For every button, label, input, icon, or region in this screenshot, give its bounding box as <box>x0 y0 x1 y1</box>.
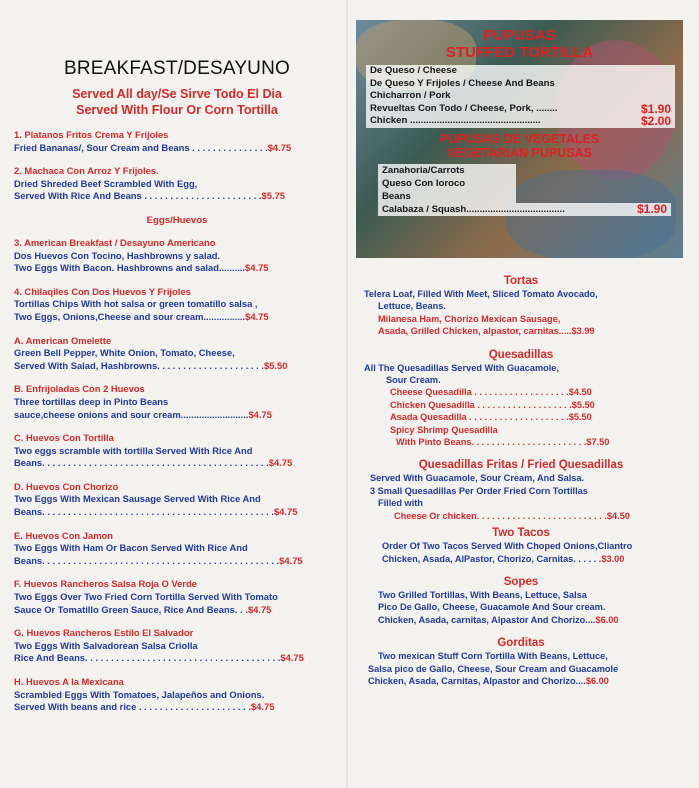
menu-item-description <box>14 604 340 617</box>
veg-pupusa-list <box>356 164 683 216</box>
pupusa-option-text: Revueltas Con Todo / Cheese, Pork, ........ <box>370 102 558 114</box>
menu-item-description-text: Two Eggs, Onions,Cheese and sour cream................ <box>14 310 246 322</box>
menu-item-description <box>14 311 340 324</box>
quesadilla-item-name: Spicy Shrimp Quesadilla <box>390 424 498 435</box>
quesadillas-title: Quesadillas <box>488 348 554 361</box>
menu-item-price: $5.50 <box>263 359 288 371</box>
menu-item-description-text: Served With Rice And Beans . . . . . . . . . . . . . . . . . . . . . . . <box>14 190 262 202</box>
quesadillas-intro: Sour Cream. <box>386 375 441 386</box>
pupusa-option-text: De Queso / Cheese <box>370 65 457 76</box>
two-tacos-line: Chicken, Asada, AlPastor, Chorizo, Carnitas. . . . . . <box>382 553 602 564</box>
menu-item-description <box>14 250 340 263</box>
menu-item-description-text: sauce,cheese onions and sour cream.......................... <box>14 408 249 420</box>
pupusa-list <box>356 65 683 128</box>
menu-item <box>14 578 340 616</box>
menu-item-description-text: Two Eggs With Bacon. Hashbrowns and salad.......... <box>14 262 246 274</box>
menu-item-description-text: Dos Huevos Con Tocino, Hashbrowns y salad. <box>14 249 221 261</box>
menu-item-name: B. Enfrijoladas Con 2 Huevos <box>14 383 145 395</box>
egg-items <box>14 237 340 714</box>
menu-item-description-text: Two Eggs With Salvadorean Salsa Criolla <box>14 639 198 651</box>
veg-pupusa-option-text: Beans <box>382 190 411 202</box>
pupusa-option <box>366 90 675 103</box>
menu-item-description-text: Two Eggs With Mexican Sausage Served With Rice And <box>14 493 261 505</box>
gorditas-line: Salsa pico de Gallo, Cheese, Sour Cream and Guacamole <box>368 663 619 674</box>
menu-item-description-text: Green Bell Pepper, White Onion, Tomato, Cheese, <box>14 347 235 359</box>
tortas-line: Asada, Grilled Chicken, alpastor, carnitas..... <box>378 326 572 337</box>
veg-pupusa-option-text: Calabaza / Squash..................................... <box>382 203 565 215</box>
quesadilla-item-price: $4.50 <box>568 387 592 398</box>
menu-item-price: $4.75 <box>267 141 292 153</box>
veg-pupusa-option <box>378 190 516 203</box>
tortas-line: Lettuce, Beans. <box>378 301 446 312</box>
right-column <box>356 264 686 687</box>
pupusa-option-price: $1.90 <box>640 101 671 116</box>
sopes-price: $6.00 <box>595 614 619 625</box>
veg-pupusas-subtitle: VEGETARIAN PUPUSAS <box>447 145 592 160</box>
menu-item-description <box>14 640 340 653</box>
menu-item-description-text: Scrambled Eggs With Tomatoes, Jalapeños and Onions. <box>14 688 265 700</box>
menu-item-price: $4.75 <box>279 554 303 566</box>
quesadilla-item <box>356 399 686 411</box>
column-divider <box>346 0 348 788</box>
menu-item <box>14 165 340 203</box>
menu-item-description <box>14 591 340 604</box>
menu-item-name: H. Huevos A la Mexicana <box>14 676 124 687</box>
quesadilla-item <box>356 386 686 398</box>
quesadilla-item-price: $5.50 <box>568 412 592 423</box>
tortas-title: Tortas <box>503 275 539 287</box>
menu-item-description <box>14 652 340 665</box>
tortas-line: Milanesa Ham, Chorizo Mexican Sausage, <box>378 313 561 324</box>
gorditas-price: $6.00 <box>585 675 609 686</box>
pupusas-title: PUPUSAS <box>483 27 556 44</box>
menu-item-description-text: Three tortillas deep in Pinto Beans <box>14 395 169 407</box>
quesadilla-item-name: With Pinto Beans. . . . . . . . . . . . . . . . . . . . . . . <box>396 437 587 448</box>
breakfast-items <box>14 129 340 203</box>
veg-pupusa-option <box>378 177 516 190</box>
quesadilla-item <box>356 411 686 423</box>
veg-pupusas-title: PUPUSAS DE VEGETALES <box>439 131 600 146</box>
menu-item <box>14 481 340 519</box>
pupusa-option-price: $2.00 <box>640 114 671 129</box>
menu-item-price: $4.75 <box>245 262 269 274</box>
quesadilla-item-price: $5.50 <box>571 399 595 410</box>
fried-quesadillas-title: Quesadillas Fritas / Fried Quesadillas <box>418 459 624 472</box>
two-tacos-title: Two Tacos <box>492 527 550 540</box>
fried-quesadillas-line: Served With Guacamole, Sour Cream, And Salsa. <box>370 473 585 484</box>
menu-item-price: $4.75 <box>280 652 304 664</box>
menu-item-description-text: Two eggs scramble with tortilla Served With Rice And <box>14 444 253 456</box>
fried-quesadillas-price: $4.50 <box>606 510 630 521</box>
menu-item-description-text: Two Eggs With Ham Or Bacon Served With Rice And <box>14 542 248 554</box>
menu-item-description <box>14 689 340 702</box>
pupusa-content <box>356 20 683 216</box>
breakfast-title: BREAKFAST/DESAYUNO <box>63 58 291 79</box>
sopes-line: Pico De Gallo, Cheese, Guacamole And Sour cream. <box>378 602 606 613</box>
veg-pupusa-option <box>378 203 671 216</box>
menu-item-description <box>14 262 340 275</box>
breakfast-subtitle-1: Served All day/Se Sirve Todo El Dia <box>72 87 282 101</box>
pupusa-image-panel <box>356 20 683 258</box>
menu-item-name: F. Huevos Rancheros Salsa Roja O Verde <box>14 578 197 590</box>
veg-pupusa-option-text: Zanahoria/Carrots <box>382 164 465 176</box>
menu-item-description <box>14 347 340 360</box>
quesadillas-intro: All The Quesadillas Served With Guacamole, <box>364 362 559 373</box>
pupusa-option <box>366 103 675 116</box>
menu-item-description-text: Tortillas Chips With hot salsa or green tomatillo salsa , <box>14 298 258 310</box>
menu-item-description-text: Beans. . . . . . . . . . . . . . . . . . . . . . . . . . . . . . . . . . . . . . . . . . . . <box>14 457 269 469</box>
sopes-price-line <box>356 614 686 626</box>
menu-item-description-text: Rice And Beans. . . . . . . . . . . . . . . . . . . . . . . . . . . . . . . . . . . . . . <box>14 652 281 664</box>
menu-item-name: 1. Platanos Fritos Crema Y Frijoles <box>14 129 169 140</box>
menu-item <box>14 627 340 665</box>
pupusa-option <box>366 65 675 78</box>
veg-pupusa-option-price: $1.90 <box>636 201 667 216</box>
breakfast-subtitle-2: Served With Flour Or Corn Tortilla <box>76 103 278 117</box>
fried-quesadillas-price-line <box>356 510 686 522</box>
menu-item-description <box>14 701 340 714</box>
menu-item-description-text: Served With beans and rice . . . . . . . . . . . . . . . . . . . . . . <box>14 701 251 713</box>
menu-item-price: $4.75 <box>245 310 269 322</box>
gorditas-title: Gorditas <box>497 637 545 650</box>
tortas-price: $3.99 <box>571 326 595 337</box>
menu-item <box>14 432 340 470</box>
menu-item <box>14 335 340 373</box>
menu-item <box>14 129 340 154</box>
fried-quesadillas-line: Filled with <box>378 498 423 509</box>
menu-item-description-text: Served With Salad, Hashbrowns. . . . . . . . . . . . . . . . . . . . . <box>14 359 264 371</box>
two-tacos-price: $3.00 <box>601 553 625 564</box>
menu-item <box>14 383 340 421</box>
menu-item-description <box>14 457 340 470</box>
menu-item-description <box>14 493 340 506</box>
menu-item <box>14 237 340 275</box>
eggs-section-label: Eggs/Huevos <box>146 214 208 226</box>
menu-item-name: C. Huevos Con Tortilla <box>14 432 114 444</box>
menu-item-description-text: Two Eggs Over Two Fried Corn Tortilla Served With Tomato <box>14 591 278 603</box>
fried-quesadillas-option: Cheese Or chicken. . . . . . . . . . . . . . . . . . . . . . . . . . <box>394 510 607 521</box>
pupusa-option <box>366 115 675 128</box>
veg-pupusa-option <box>378 164 516 177</box>
tortas-line: Telera Loaf, Filled With Meet, Sliced Tomato Avocado, <box>364 289 598 299</box>
menu-item-price: $5.75 <box>261 190 286 202</box>
menu-item-description-text: Beans. . . . . . . . . . . . . . . . . . . . . . . . . . . . . . . . . . . . . . . . . . . . . <box>14 506 274 518</box>
menu-item-description <box>14 555 340 568</box>
menu-item <box>14 530 340 568</box>
menu-item-price: $4.75 <box>273 506 298 518</box>
two-tacos-line: Order Of Two Tacos Served With Choped Onions,Cliantro <box>382 541 633 552</box>
menu-item-description <box>14 396 340 409</box>
menu-item-description <box>14 409 340 422</box>
sopes-title: Sopes <box>503 575 539 588</box>
quesadilla-list <box>356 386 686 448</box>
quesadilla-item <box>356 424 686 436</box>
menu-item-name: G. Huevos Rancheros Estilo El Salvador <box>14 627 194 639</box>
menu-item-price: $4.75 <box>250 701 275 713</box>
menu-item-description-text: Sauce Or Tomatillo Green Sauce, Rice And Beans. . . <box>14 603 248 615</box>
breakfast-column <box>14 58 340 714</box>
menu-item-price: $4.75 <box>247 603 272 615</box>
menu-item-description-text: Beans. . . . . . . . . . . . . . . . . . . . . . . . . . . . . . . . . . . . . . . . . . . . . . <box>14 554 280 566</box>
tortas-price-line <box>356 325 686 337</box>
menu-item-name: A. American Omelette <box>14 334 112 346</box>
menu-item-description <box>14 542 340 555</box>
menu-item-description <box>14 360 340 373</box>
pupusas-subtitle: STUFFED TORTILLA <box>445 44 594 61</box>
quesadilla-item-price: $7.50 <box>586 437 610 448</box>
gorditas-price-line <box>356 675 686 687</box>
sopes-line: Chicken, Asada, carnitas, Alpastor And Chorizo.... <box>378 614 596 625</box>
quesadilla-item <box>356 436 686 448</box>
pupusa-option-text: Chicharron / Pork <box>370 90 451 102</box>
gorditas-line: Chicken, Asada, Carnitas, Alpastor and Chorizo.... <box>368 675 586 686</box>
menu-item-name: D. Huevos Con Chorizo <box>14 480 119 492</box>
pupusa-option <box>366 78 675 91</box>
menu-item-description <box>14 190 340 203</box>
menu-item <box>14 676 340 714</box>
pupusa-option-text: Chicken ................................................. <box>370 115 541 127</box>
quesadilla-item-name: Chicken Quesadilla . . . . . . . . . . . . . . . . . . . <box>390 399 572 410</box>
menu-item-name: 2. Machaca Con Arroz Y Frijoles. <box>14 165 159 177</box>
sopes-line: Two Grilled Tortillas, With Beans, Lettuce, Salsa <box>378 589 587 600</box>
pupusa-option-text: De Queso Y Frijoles / Cheese And Beans <box>370 77 555 89</box>
quesadilla-item-name: Cheese Quesadilla . . . . . . . . . . . . . . . . . . . <box>390 387 569 398</box>
menu-item-description-text: Fried Bananas/, Sour Cream and Beans . . . . . . . . . . . . . . . <box>14 141 268 153</box>
veg-pupusa-option-text: Queso Con loroco <box>382 177 466 189</box>
menu-item <box>14 286 340 324</box>
menu-item-name: 3. American Breakfast / Desayuno Americano <box>14 236 216 248</box>
menu-item-name: 4. Chilaqiles Con Dos Huevos Y Frijoles <box>14 285 191 297</box>
fried-quesadillas-line: 3 Small Quesadillas Per Order Fried Corn Tortillas <box>370 485 588 496</box>
menu-item-description <box>14 178 340 191</box>
menu-item-name: E. Huevos Con Jamon <box>14 529 113 541</box>
two-tacos-price-line <box>356 553 686 565</box>
menu-item-description <box>14 445 340 458</box>
menu-item-price: $4.75 <box>248 408 272 420</box>
menu-item-price: $4.75 <box>268 457 293 469</box>
menu-item-description-text: Dried Shreded Beef Scrambled With Egg, <box>14 177 198 189</box>
menu-item-description <box>14 142 340 155</box>
menu-item-description <box>14 298 340 311</box>
quesadilla-item-name: Asada Quesadilla . . . . . . . . . . . . . . . . . . . . <box>390 412 569 423</box>
gorditas-line: Two mexican Stuff Corn Tortilla With Beans, Lettuce, <box>378 651 608 662</box>
menu-item-description <box>14 506 340 519</box>
